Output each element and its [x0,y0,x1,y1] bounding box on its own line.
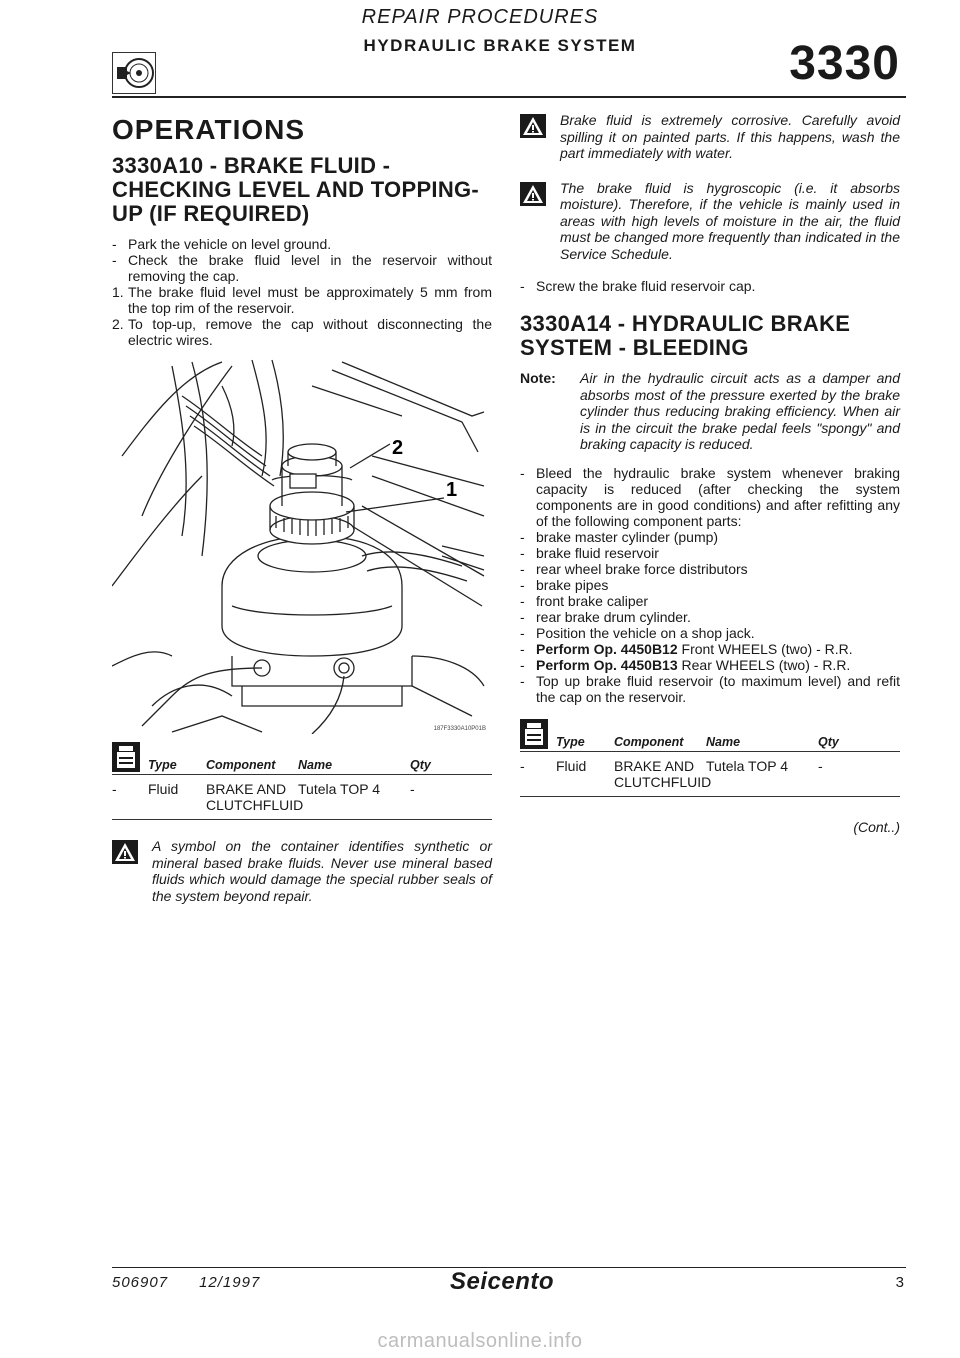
list-item [520,545,900,561]
table-row [112,775,492,820]
table-row [520,752,900,797]
warning-synthetic-fluid [112,838,492,904]
list-item [520,609,900,625]
fluid-container-icon [520,719,548,749]
step-text: Bleed the hydraulic brake system whenever braking capacity is reduced (after checking the system components are in good conditions) and after refitting any of the following component parts: [536,464,900,529]
step-text: rear wheel brake force distributors [536,560,748,577]
step-text: Top up brake fluid reservoir (to maximum level) and refit the cap on the reservoir. [536,672,900,705]
cell-type: Fluid [148,781,179,797]
left-spec-table [112,742,492,820]
right-column [520,112,900,835]
col-name-header: Name [706,734,741,749]
list-item [112,252,492,284]
list-item [520,625,900,641]
warning-hygroscopic [520,180,900,263]
note-label: Note: [520,370,556,386]
step-marker: - [520,528,525,545]
step-text: Check the brake fluid level in the reservoir without removing the cap. [128,252,492,284]
brand-logo: Seicento [450,1268,555,1295]
col-name-header: Name [298,758,333,772]
figure-code: 187F3330A10P01B [433,726,486,732]
spec-table-header [112,742,492,775]
step-marker: - [520,576,525,593]
step-text: brake pipes [536,576,609,593]
level-check-steps [112,236,492,348]
cell-component: BRAKE AND CLUTCHFLUID [206,781,304,813]
note-block [520,370,900,453]
step-marker: - [520,464,525,481]
step-marker: - [112,236,117,252]
section-title-3330a10: 3330A10 - BRAKE FLUID - CHECKING LEVEL AND TOPPING-UP (IF REQUIRED) [112,153,480,226]
watermark: carmanualsonline.info [377,1330,583,1352]
cell-name: Tutela TOP 4 [298,781,380,797]
list-item [520,641,900,657]
list-item [112,316,492,348]
list-item [112,284,492,316]
screw-cap-step [520,278,900,294]
callout-1: 1 [446,479,458,501]
col-component-header: Component [614,734,684,749]
step-marker: - [520,278,525,294]
col-qty-header: Qty [410,758,431,772]
list-item [520,673,900,705]
continued-label: (Cont..) [853,818,900,835]
step-text: brake master cylinder (pump) [536,528,719,545]
step-marker: - [520,560,525,577]
reservoir-drawing [112,356,490,734]
step-text: To top-up, remove the cap without disconnecting the electric wires. [128,316,492,348]
reservoir-illustration [112,356,490,734]
cell-component: BRAKE AND CLUTCHFLUID [614,757,712,790]
step-text: The brake fluid level must be approximately 5 mm from the top rim of the reservoir. [128,284,492,316]
doc-number: 506907 [112,1274,169,1291]
page-number: 3 [895,1274,904,1291]
list-item [520,529,900,545]
step-marker: - [520,624,525,641]
list-item [520,278,900,294]
op-description: Front WHEELS (two) - R.R. [677,640,853,657]
warning-text: Brake fluid is extremely corrosive. Carefully avoid spilling it on painted parts. If this happens, wash the part immediately with water. [560,112,900,161]
note-text: Air in the hydraulic circuit acts as a damper and absorbs most of the pressure exerted by the brake cylinder thus reducing braking efficiency. When air is in the circuit the brake pedal feels "spongy" and braking capacity is reduced. [580,370,900,452]
operations-heading: OPERATIONS [112,114,306,145]
step-marker: - [520,640,525,657]
list-item [112,236,492,252]
fluid-container-icon [112,742,140,772]
op-reference: Perform Op. 4450B12 [536,640,678,657]
row-dash: - [520,757,525,774]
warning-triangle-icon [520,114,546,138]
step-marker: - [520,592,525,609]
right-spec-table [520,719,900,797]
cell-qty: - [410,781,415,797]
list-item [520,561,900,577]
doc-date: 12/1997 [199,1274,261,1291]
op-reference: Perform Op. 4450B13 [536,656,678,673]
col-type-header: Type [556,734,585,749]
list-item [520,657,900,673]
step-text: Screw the brake fluid reservoir cap. [536,278,756,294]
step-marker: - [112,252,117,268]
row-dash: - [112,781,117,797]
cell-qty: - [818,757,823,774]
step-marker: - [520,608,525,625]
step-marker: 1. [112,284,124,300]
warning-corrosive [520,112,900,162]
header-subtitle: HYDRAULIC BRAKE SYSTEM [363,36,637,55]
steering-wheel-icon [112,52,156,94]
bleeding-steps [520,465,900,705]
cell-name: Tutela TOP 4 [706,757,788,774]
list-item [520,465,900,529]
step-text [536,641,900,657]
callout-2: 2 [392,437,404,459]
step-marker: - [520,672,525,689]
step-marker: - [520,544,525,561]
warning-triangle-icon [112,840,138,864]
step-marker: 2. [112,316,124,332]
warning-text: The brake fluid is hygroscopic (i.e. it absorbs moisture). Therefore, if the vehicle is mainly used in areas with high levels of moisture in the air, the fluid must be changed more frequently than indicated in the Service Schedule. [560,179,900,262]
step-text: front brake caliper [536,592,649,609]
section-title-3330a14: 3330A14 - HYDRAULIC BRAKE SYSTEM - BLEEDING [520,311,851,360]
left-column [112,108,492,904]
warning-text: A symbol on the container identifies synthetic or mineral based brake fluids. Never use mineral based fluids which would damage the special rubber seals of the system beyond repair. [152,838,492,904]
spec-table-header [520,719,900,752]
step-marker: - [520,656,525,673]
op-description: Rear WHEELS (two) - R.R. [677,656,851,673]
cell-type: Fluid [556,757,587,774]
step-text: Position the vehicle on a shop jack. [536,624,755,641]
step-text: rear brake drum cylinder. [536,608,691,625]
col-type-header: Type [148,758,177,772]
col-qty-header: Qty [818,734,839,749]
footer-doc-info [112,1274,260,1291]
step-text: brake fluid reservoir [536,544,659,561]
col-component-header: Component [206,758,276,772]
group-code: 3330 [789,37,900,90]
warning-triangle-icon [520,182,546,206]
header-rule [112,96,906,98]
step-text [536,657,900,673]
step-text: Park the vehicle on level ground. [128,236,332,252]
list-item [520,577,900,593]
header-title: REPAIR PROCEDURES [361,6,599,28]
list-item [520,593,900,609]
